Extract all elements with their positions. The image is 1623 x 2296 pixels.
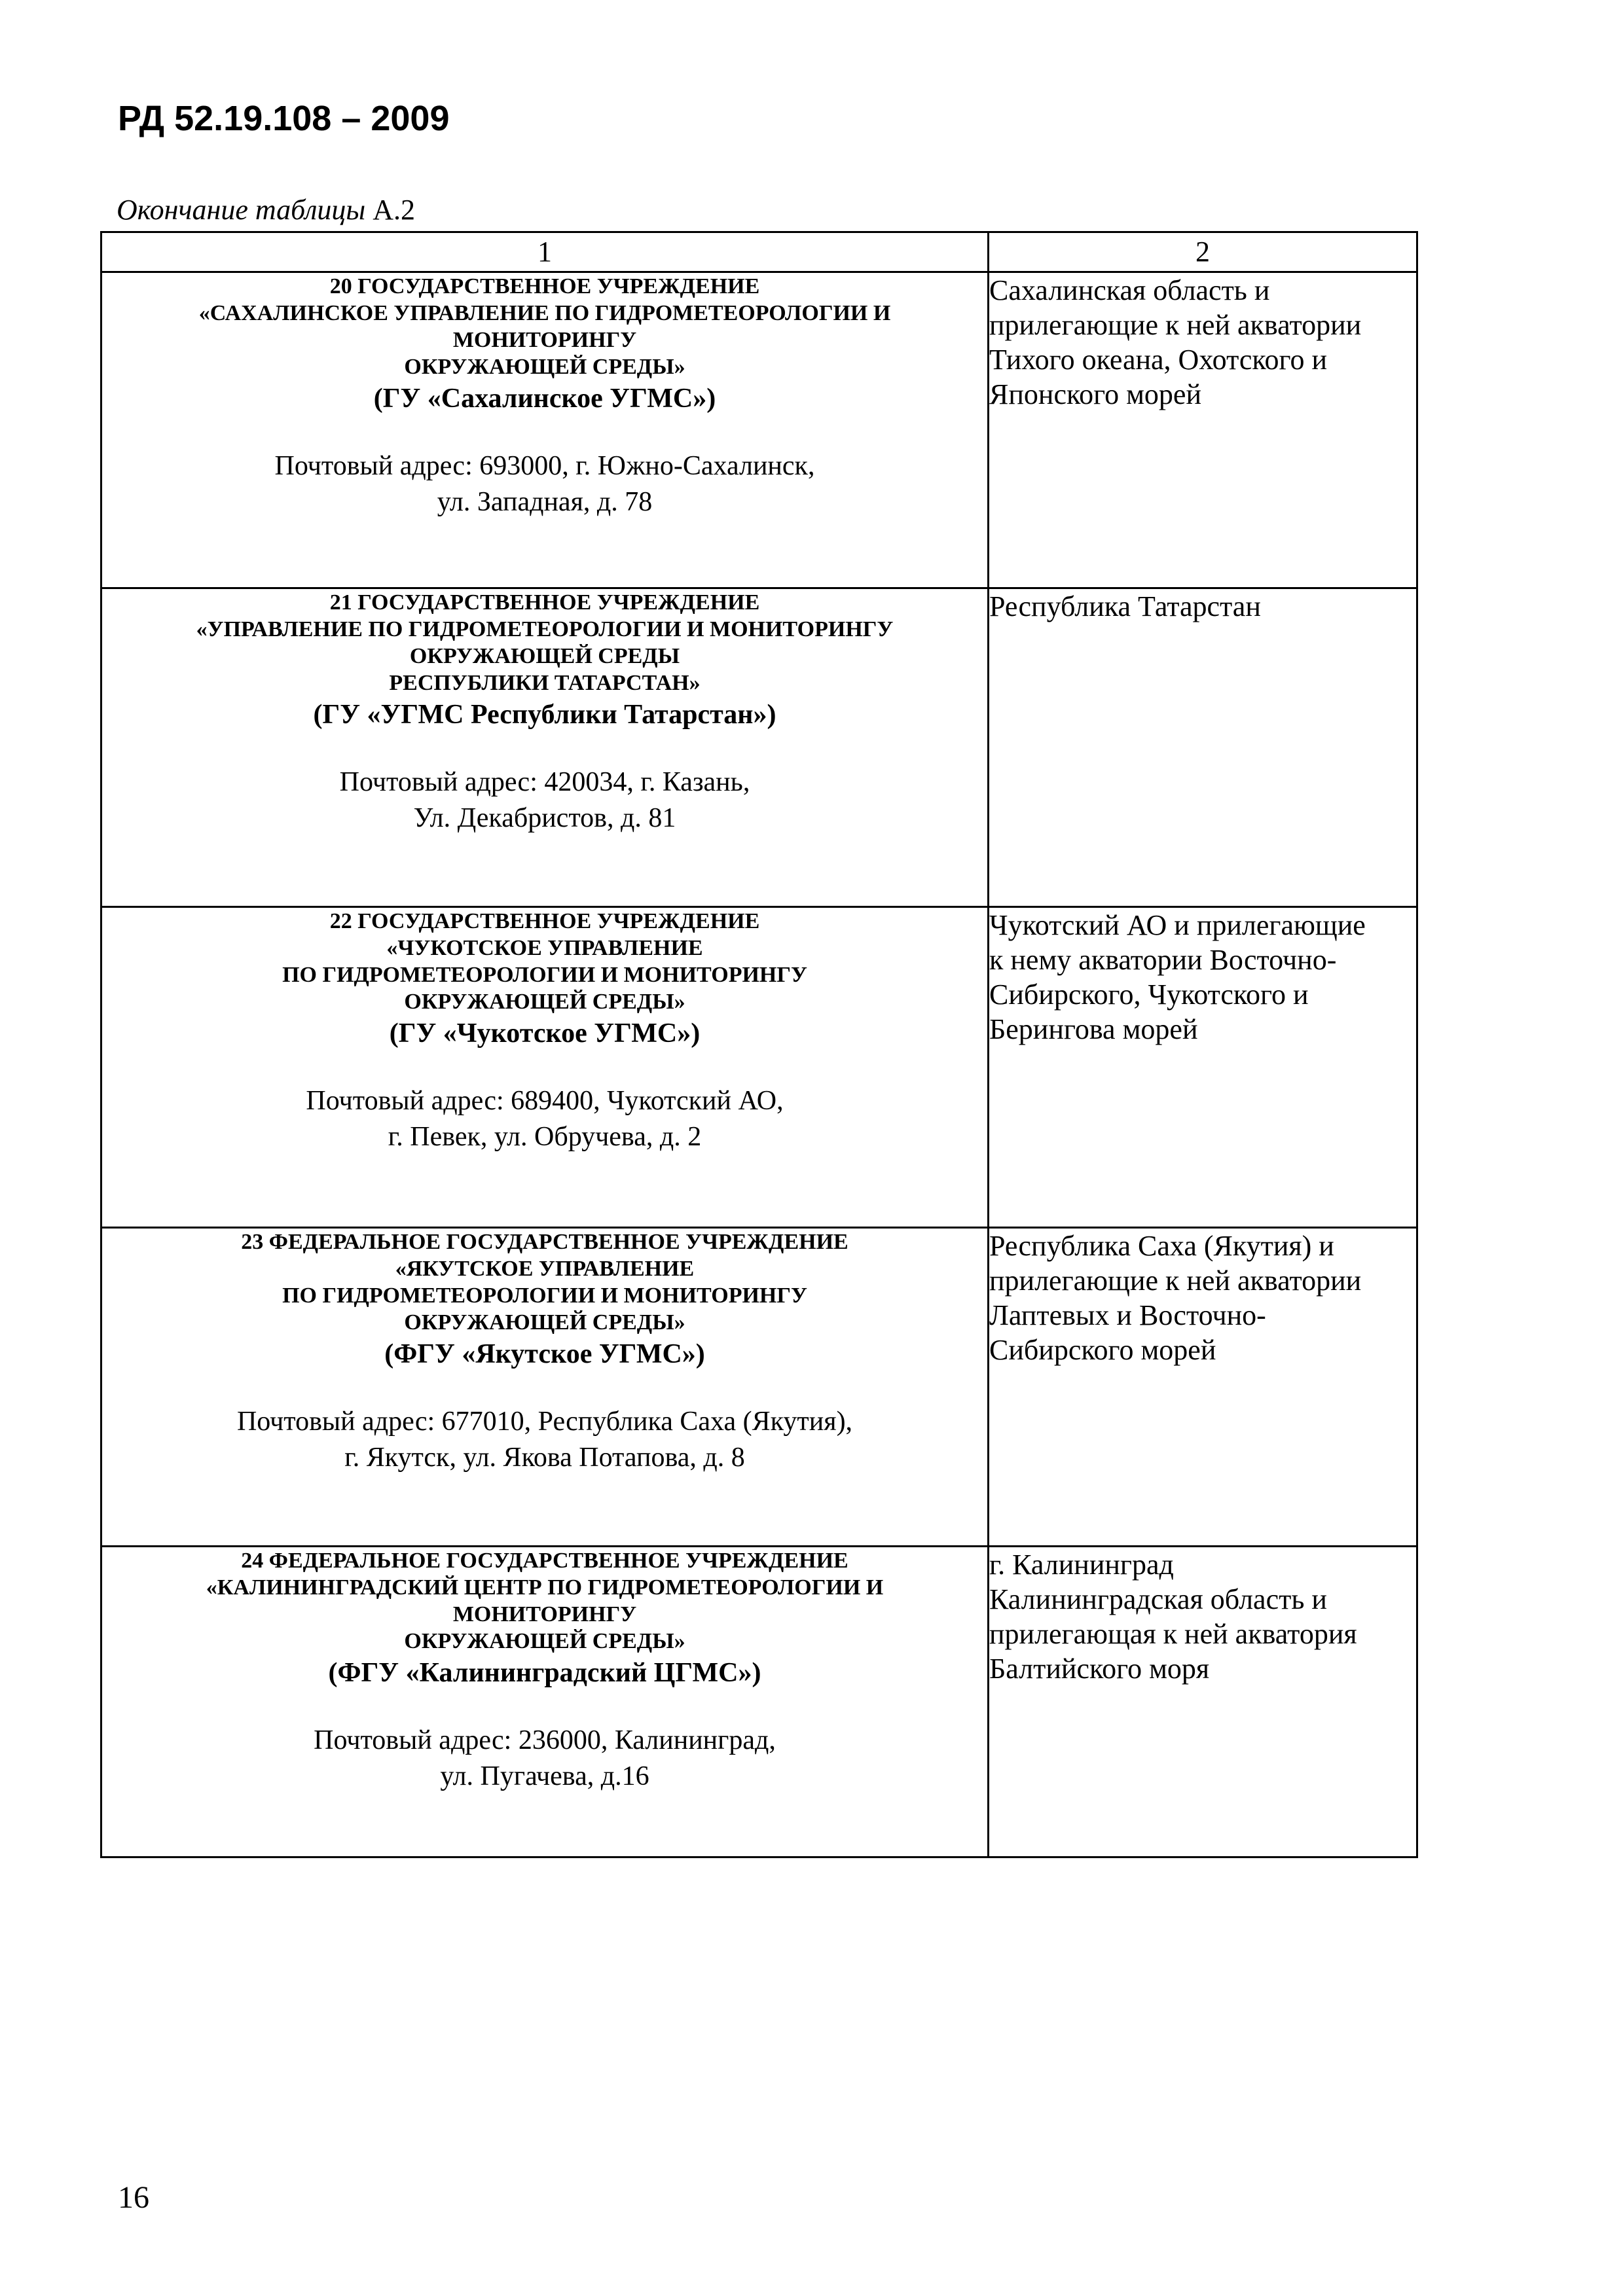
organization-cell [101,588,989,907]
document-code: РД 52.19.108 – 2009 [118,99,450,138]
column-header-1: 1 [101,232,989,272]
region-line: Балтийского моря [989,1653,1210,1685]
org-line: 21 ГОСУДАРСТВЕННОЕ УЧРЕЖДЕНИЕ [329,590,760,615]
postal-address [102,1083,987,1155]
org-line: ОКРУЖАЮЩЕЙ СРЕДЫ» [404,990,685,1014]
region-line: Республика Татарстан [989,590,1261,622]
organization-abbreviation: (ГУ «Чукотское УГМС») [389,1018,701,1049]
page-number: 16 [118,2180,149,2215]
org-line: ОКРУЖАЮЩЕЙ СРЕДЫ» [404,1629,685,1653]
org-line: ОКРУЖАЮЩЕЙ СРЕДЫ» [404,1310,685,1335]
table-row [101,907,1417,1228]
organization-name [102,908,987,1015]
organization-name [102,1547,987,1655]
organization-cell [101,1547,989,1857]
region-line: Калининградская область и [989,1583,1327,1615]
region-line: г. Калининград [989,1549,1174,1581]
caption-table-ref: А.2 [373,194,415,226]
org-line: 22 ГОСУДАРСТВЕННОЕ УЧРЕЖДЕНИЕ [329,909,760,933]
organization-name [102,273,987,380]
address-line: Почтовый адрес: 689400, Чукотский АО, [306,1086,784,1116]
org-line: 24 ФЕДЕРАЛЬНОЕ ГОСУДАРСТВЕННОЕ УЧРЕЖДЕНИЕ [241,1549,848,1573]
region-line: Лаптевых и Восточно- [989,1299,1266,1331]
region-cell [989,272,1417,588]
region-line: прилегающая к ней акватория [989,1618,1357,1650]
organization-name [102,589,987,696]
address-line: Почтовый адрес: 677010, Республика Саха (Якутия), [236,1407,853,1437]
organization-abbreviation: (ФГУ «Калининградский ЦГМС») [328,1658,761,1688]
org-line: ПО ГИДРОМЕТЕОРОЛОГИИ И МОНИТОРИНГУ [282,963,807,987]
postal-address [102,448,987,520]
organization-cell [101,1228,989,1547]
org-line: «ЯКУТСКОЕ УПРАВЛЕНИЕ [395,1257,695,1281]
table-row [101,588,1417,907]
region-line: к нему акватории Восточно- [989,944,1337,976]
table-caption [117,193,415,226]
region-line: Сибирского морей [989,1334,1216,1366]
region-line: прилегающие к ней акватории [989,309,1362,341]
organization-cell [101,907,989,1228]
org-line: «САХАЛИНСКОЕ УПРАВЛЕНИЕ ПО ГИДРОМЕТЕОРОЛОГИИ И [198,301,891,325]
region-cell [989,588,1417,907]
org-line: 20 ГОСУДАРСТВЕННОЕ УЧРЕЖДЕНИЕ [329,274,760,298]
organization-abbreviation: (ФГУ «Якутское УГМС») [384,1339,705,1369]
address-line: ул. Пугачева, д.16 [440,1761,649,1791]
region-line: Сахалинская область и [989,274,1270,306]
organization-abbreviation: (ГУ «УГМС Республики Татарстан») [313,700,776,730]
region-line: Тихого океана, Охотского и [989,344,1328,376]
address-line: Почтовый адрес: 420034, г. Казань, [339,767,750,797]
region-cell [989,1547,1417,1857]
region-line: Берингова морей [989,1013,1198,1045]
region-line: Сибирского, Чукотского и [989,978,1309,1011]
organizations-table [100,231,1418,1858]
region-line: Японского морей [989,378,1201,410]
org-line: РЕСПУБЛИКИ ТАТАРСТАН» [389,671,701,695]
org-line: МОНИТОРИНГУ [452,1602,637,1626]
postal-address [102,764,987,836]
organization-abbreviation: (ГУ «Сахалинское УГМС») [373,384,716,414]
caption-italic: Окончание таблицы [117,194,366,226]
table-row [101,1228,1417,1547]
org-line: «ЧУКОТСКОЕ УПРАВЛЕНИЕ [386,936,703,960]
column-header-2: 2 [989,232,1417,272]
address-line: Ул. Декабристов, д. 81 [413,803,676,833]
org-line: ОКРУЖАЮЩЕЙ СРЕДЫ [409,644,680,668]
address-line: ул. Западная, д. 78 [437,487,653,517]
address-line: Почтовый адрес: 693000, г. Южно-Сахалинск, [274,451,815,481]
address-line: г. Якутск, ул. Якова Потапова, д. 8 [344,1443,745,1473]
table-header-row [101,232,1417,272]
region-cell [989,907,1417,1228]
org-line: ОКРУЖАЮЩЕЙ СРЕДЫ» [404,355,685,379]
org-line: «УПРАВЛЕНИЕ ПО ГИДРОМЕТЕОРОЛОГИИ И МОНИТОРИНГУ [196,617,894,641]
region-line: прилегающие к ней акватории [989,1265,1362,1297]
organization-cell [101,272,989,588]
region-line: Республика Саха (Якутия) и [989,1230,1334,1262]
org-line: МОНИТОРИНГУ [452,328,637,352]
table-row [101,272,1417,588]
organization-name [102,1229,987,1336]
org-line: 23 ФЕДЕРАЛЬНОЕ ГОСУДАРСТВЕННОЕ УЧРЕЖДЕНИЕ [241,1230,848,1254]
postal-address [102,1723,987,1795]
postal-address [102,1404,987,1476]
table-row [101,1547,1417,1857]
address-line: г. Певек, ул. Обручева, д. 2 [388,1122,702,1152]
region-line: Чукотский АО и прилегающие [989,909,1366,941]
region-cell [989,1228,1417,1547]
address-line: Почтовый адрес: 236000, Калининград, [314,1725,776,1755]
org-line: ПО ГИДРОМЕТЕОРОЛОГИИ И МОНИТОРИНГУ [282,1283,807,1308]
org-line: «КАЛИНИНГРАДСКИЙ ЦЕНТР ПО ГИДРОМЕТЕОРОЛОГИИ И [206,1575,884,1600]
